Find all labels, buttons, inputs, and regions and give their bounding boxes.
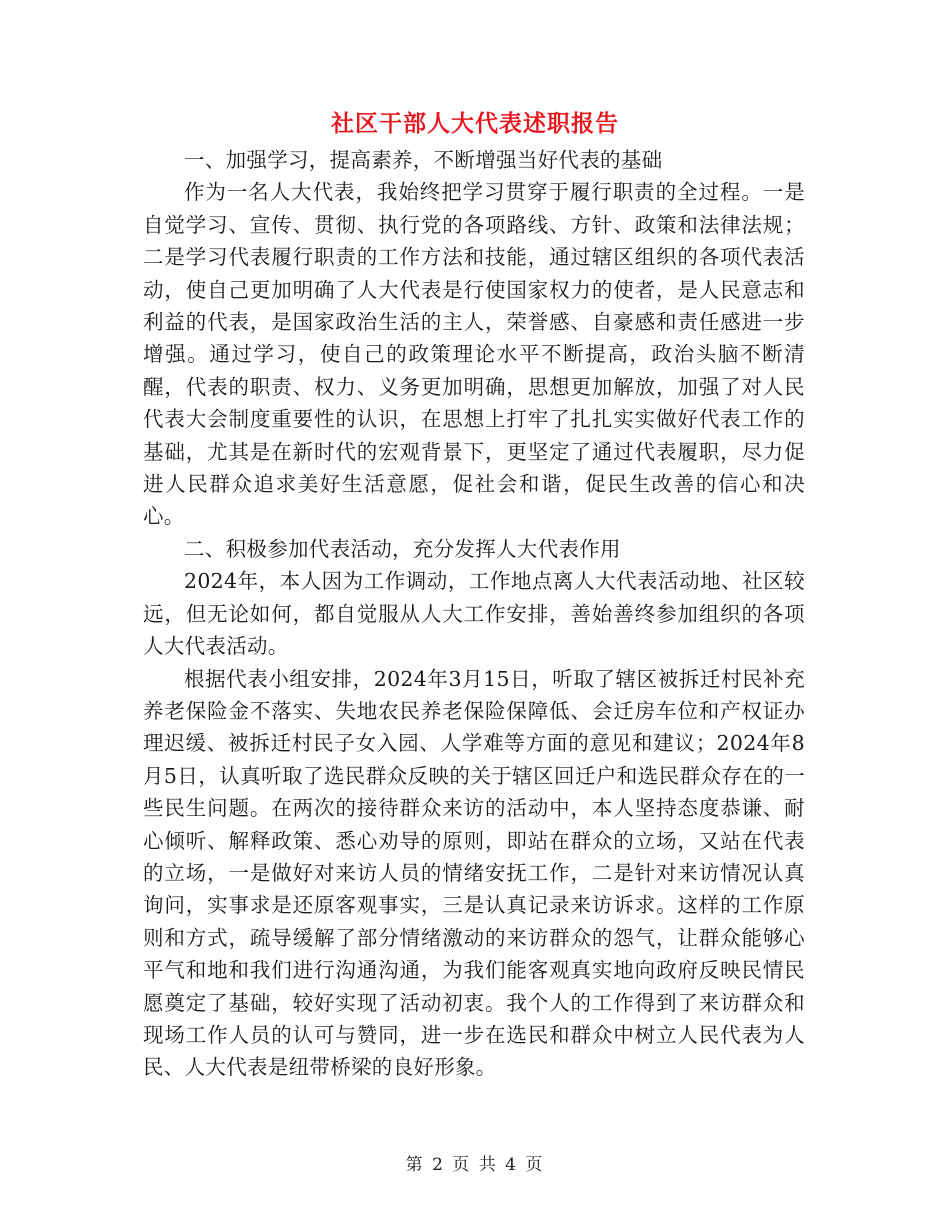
- document-title: 社区干部人大代表述职报告: [331, 110, 619, 137]
- body-paragraph: 作为一名人大代表，我始终把学习贯穿于履行职责的全过程。一是自觉学习、宣传、贯彻、执行党的各项路线、方针、政策和法律法规；二是学习代表履行职责的工作方法和技能，通过辖区组织的各项代表活动，使自己更加明确了人大代表是行使国家权力的使者，是人民意志和利益的代表，是国家政治生活的主人，荣誉感、自豪感和责任感进一步增强。通过学习，使自己的政策理论水平不断提高，政治头脑不断清醒，代表的职责、权力、义务更加明确，思想更加解放，加强了对人民代表大会制度重要性的认识，在思想上打牢了扎扎实实做好代表工作的基础，尤其是在新时代的宏观背景下，更坚定了通过代表履职，尽力促进人民群众追求美好生活意愿，促社会和谐，促民生改善的信心和决心。: [143, 180, 805, 529]
- document-body: [143, 144, 805, 1084]
- page-number-footer: 第 2 页 共 4 页: [405, 1155, 545, 1175]
- body-paragraph: 2024年，本人因为工作调动，工作地点离人大代表活动地、社区较远，但无论如何，都自觉服从人大工作安排，善始善终参加组织的各项人大代表活动。: [143, 569, 805, 659]
- section-heading-1: 一、加强学习，提高素养，不断增强当好代表的基础: [184, 148, 663, 172]
- section-heading-2: 二、积极参加代表活动，充分发挥人大代表作用: [184, 536, 621, 561]
- body-paragraph: 根据代表小组安排，2024年3月15日，听取了辖区被拆迁村民补充养老保险金不落实、失地农民养老保险保障低、会迁房车位和产权证办理迟缓、被拆迁村民子女入园、人学难等方面的意见和建议；2024年8月5日，认真听取了选民群众反映的关于辖区回迁户和选民群众存在的一些民生问题。在两次的接待群众来访的活动中，本人坚持态度恭谦、耐心倾听、解释政策、悉心劝导的原则，即站在群众的立场，又站在代表的立场，一是做好对来访人员的情绪安抚工作，二是针对来访情况认真询问，实事求是还原客观事实，三是认真记录来访诉求。这样的工作原则和方式，疏导缓解了部分情绪激动的来访群众的怨气，让群众能够心平气和地和我们进行沟通沟通，为我们能客观真实地向政府反映民情民愿奠定了基础，较好实现了活动初衷。我个人的工作得到了来访群众和现场工作人员的认可与赞同，进一步在选民和群众中树立人民代表为人民、人大代表是纽带桥梁的良好形象。: [143, 666, 805, 1080]
